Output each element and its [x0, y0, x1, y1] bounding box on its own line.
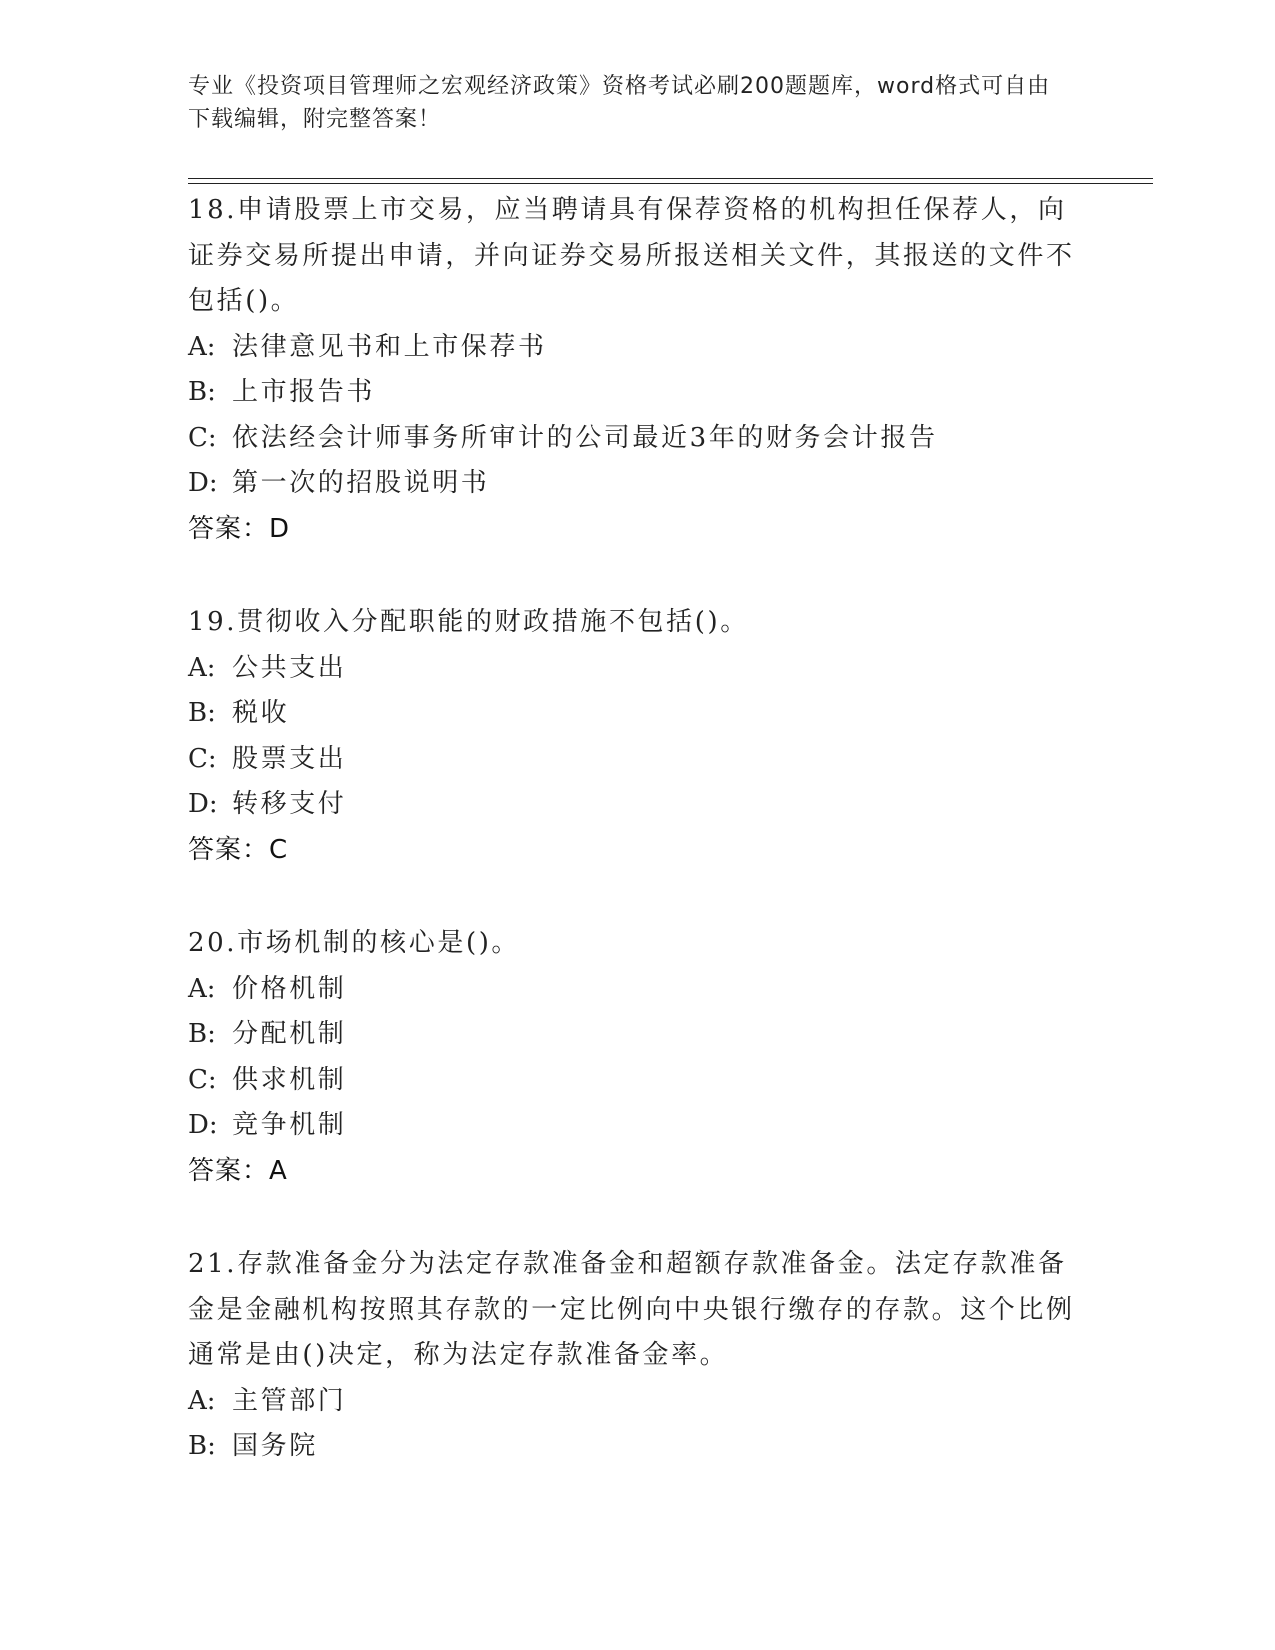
option-c: [188, 416, 1078, 462]
option-key: A:: [188, 652, 216, 683]
option-text: 竞争机制: [232, 1110, 347, 1140]
option-key: D:: [188, 468, 218, 498]
answer-line: 答案：A: [188, 1155, 288, 1186]
option-d: [188, 782, 1078, 828]
question-stem: 19.贯彻收入分配职能的财政措施不包括()。: [188, 607, 749, 637]
option-key: B:: [188, 698, 216, 728]
option-key: C:: [188, 1064, 217, 1095]
option-key: B:: [188, 1431, 216, 1461]
option-text: 主管部门: [232, 1385, 347, 1416]
question-stem: 20.市场机制的核心是()。: [188, 928, 521, 958]
header-title: 专业《投资项目管理师之宏观经济政策》资格考试必刷200题题库，word格式可自由下载编辑，附完整答案！: [188, 74, 1051, 132]
option-text: 依法经会计师事务所审计的公司最近3年的财务会计报告: [232, 422, 938, 453]
option-a: [188, 325, 1078, 371]
option-b: [188, 1012, 1078, 1058]
option-text: 公共支出: [232, 652, 347, 683]
question-20: [188, 921, 1078, 1194]
option-key: A:: [188, 331, 216, 362]
option-a: [188, 646, 1078, 692]
option-key: B:: [188, 377, 216, 407]
option-text: 股票支出: [232, 743, 347, 774]
option-d: [188, 1103, 1078, 1149]
option-text: 转移支付: [232, 789, 347, 819]
option-text: 供求机制: [232, 1064, 347, 1095]
header-divider-bottom: [188, 183, 1153, 184]
document-header: [188, 70, 1068, 136]
option-key: A:: [188, 1385, 216, 1416]
option-b: [188, 691, 1078, 737]
option-text: 税收: [232, 698, 290, 728]
question-stem: 18.申请股票上市交易，应当聘请具有保荐资格的机构担任保荐人，向证券交易所提出申请，并向证券交易所报送相关文件，其报送的文件不包括()。: [188, 195, 1075, 316]
option-text: 上市报告书: [232, 377, 376, 407]
option-text: 国务院: [232, 1431, 318, 1461]
option-a: [188, 967, 1078, 1013]
option-b: [188, 370, 1078, 416]
option-c: [188, 1058, 1078, 1104]
answer-line: 答案：C: [188, 834, 289, 865]
question-stem: 21.存款准备金分为法定存款准备金和超额存款准备金。法定存款准备金是金融机构按照其存款的一定比例向中央银行缴存的存款。这个比例通常是由()决定，称为法定存款准备金率。: [188, 1249, 1075, 1370]
option-text: 价格机制: [232, 973, 347, 1004]
option-key: D:: [188, 1110, 218, 1140]
option-a: [188, 1379, 1078, 1425]
question-list: [188, 188, 1078, 1518]
option-key: B:: [188, 1019, 216, 1049]
option-key: C:: [188, 743, 217, 774]
option-text: 法律意见书和上市保荐书: [232, 331, 547, 362]
option-b: [188, 1424, 1078, 1470]
option-key: A:: [188, 973, 216, 1004]
option-key: C:: [188, 422, 217, 453]
header-divider-top: [188, 178, 1153, 179]
option-text: 第一次的招股说明书: [232, 468, 490, 498]
option-key: D:: [188, 789, 218, 819]
option-d: [188, 461, 1078, 507]
question-21: [188, 1242, 1078, 1470]
question-19: [188, 600, 1078, 873]
option-text: 分配机制: [232, 1019, 347, 1049]
question-18: [188, 188, 1078, 552]
option-c: [188, 737, 1078, 783]
answer-line: 答案：D: [188, 513, 291, 544]
